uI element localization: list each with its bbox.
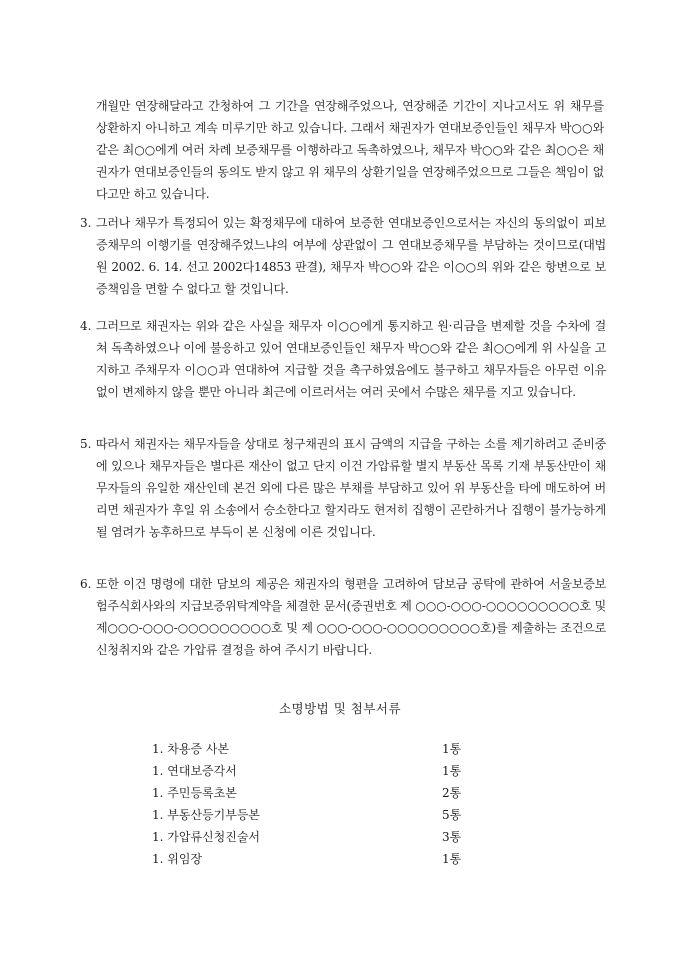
attachment-count: 3통 [442,830,462,844]
clause-5 [80,433,606,543]
attachment-count: 1통 [442,852,462,866]
continuation-paragraph: 개월만 연장해달라고 간청하여 그 기간을 연장해주었으나, 연장해준 기간이 지나고서도 위 채무를 상환하지 아니하고 계속 미루기만 하고 있습니다. 그래서 채권자가 연대보증인들인 채무자 박○○와 같은 최○○에게 여러 차례 보증채무를 이행하라고 독촉하였으나, 채무자 박○○와 같은 최○○은 채권자가 연대보증인들의 동의도 받지 않고 위 채무의 상환기일을 연장해주었으므로 그들은 책임이 없다고만 하고 있습니다. [96,99,604,201]
clause-text: 따라서 채권자는 채무자들을 상대로 청구채권의 표시 금액의 지급을 구하는 소를 제기하려고 준비중에 있으나 채무자들은 별다른 재산이 없고 단지 이건 가압류할 별지 부동산 목록 기재 부동산만이 채무자들의 유일한 재산인데 본건 외에 다른 많은 부채를 부담하고 있어 위 부동산을 타에 매도하여 버리면 채권자가 후일 위 소송에서 승소한다고 할지라도 현저히 집행이 곤란하거나 집행이 불가능하게 될 염려가 농후하므로 부득이 본 신청에 이른 것입니다. [96,437,606,539]
clause-number: 6. [80,577,92,591]
attachment-count: 2통 [442,786,462,800]
attachment-name: 1. 가압류신청진술서 [152,830,261,844]
clause-number: 5. [80,437,92,451]
attachment-item [152,828,472,846]
attachment-item [152,806,472,824]
clause-text: 그러므로 채권자는 위와 같은 사실을 채무자 이○○에게 통지하고 원·리금을 변제할 것을 수차에 걸쳐 독촉하였으나 이에 불응하고 있어 연대보증인들인 채무자 박○○와 같은 최○○에게 위 사실을 고지하고 주채무자 이○○과 연대하여 지급할 것을 촉구하였음에도 불구하고 채무자들은 아무런 이유없이 변제하지 않을 뿐만 아니라 최근에 이르러서는 여러 곳에서 수많은 채무를 지고 있습니다. [96,319,606,399]
attachment-item [152,762,472,780]
attachment-count: 5통 [442,808,462,822]
attachment-name: 1. 위임장 [152,852,203,866]
attachment-name: 1. 차용증 사본 [152,742,230,756]
attachments-title: 소명방법 및 첨부서류 [278,701,402,716]
clause-4 [80,315,606,403]
attachment-name: 1. 연대보증각서 [152,764,237,778]
attachment-item [152,740,472,758]
clause-text: 그러나 채무가 특정되어 있는 확정채무에 대하여 보증한 연대보증인으로서는 자신의 동의없이 피보증채무의 이행기를 연장해주었느냐의 여부에 상관없이 그 연대보증채무를 부담하는 것이므로(대법원 2002. 6. 14. 선고 2002다14853 판결), 채무자 박○○와 같은 이○○의 위와 같은 항변으로 보증책임을 면할 수 없다고 할 것입니다. [96,216,606,296]
attachment-item [152,784,472,802]
clause-number: 3. [80,216,92,230]
clause-3 [80,212,606,300]
clause-6 [80,573,606,661]
attachment-count: 1통 [442,764,462,778]
clause-number: 4. [80,319,92,333]
attachment-count: 1통 [442,742,462,756]
attachment-name: 1. 주민등록초본 [152,786,237,800]
attachment-name: 1. 부동산등기부등본 [152,808,261,822]
attachment-item [152,850,472,868]
clause-text: 또한 이건 명령에 대한 담보의 제공은 채권자의 형편을 고려하여 담보금 공탁에 관하여 서울보증보험주식회사와의 지급보증위탁계약을 체결한 문서(증권번호 제 ○○○-○○○-○○○○○○○○○호 및제○○○-○○○-○○○○○○○○○호 및 제 ○○○-○○○-○○○○○○○○○호)를 제출하는 조건으로 신청취지와 같은 가압류 결정을 하여 주시기 바랍니다. [96,577,606,657]
